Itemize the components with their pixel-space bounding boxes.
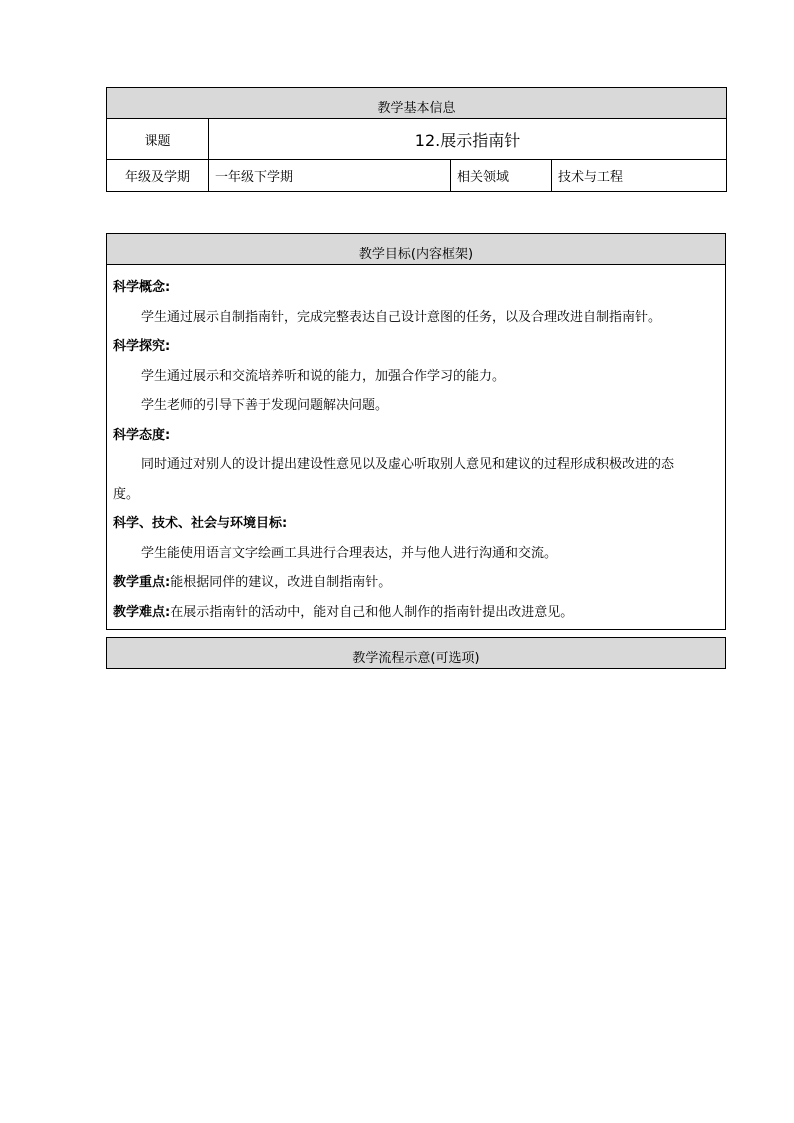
basic-info-table	[106, 87, 727, 192]
attitude-text: 同时通过对别人的设计提出建设性意见以及虚心听取别人意见和建议的过程形成积极改进的态	[141, 457, 675, 472]
key-point-label: 教学重点:	[113, 575, 171, 590]
key-point-text: 能根据同伴的建议，改进自制指南针。	[170, 575, 392, 590]
grade-value: 一年级下学期	[209, 160, 451, 192]
flow-table	[106, 637, 726, 669]
domain-label: 相关领域	[451, 160, 552, 192]
topic-value: 12.展示指南针	[209, 119, 727, 160]
concept-text: 学生通过展示自制指南针，完成完整表达自己设计意图的任务，以及合理改进自制指南针。	[141, 309, 662, 325]
stse-title: 科学、技术、社会与环境目标:	[113, 516, 288, 531]
concept-title: 科学概念:	[113, 280, 171, 295]
topic-label: 课题	[107, 119, 209, 160]
difficulty-label: 教学难点:	[113, 604, 171, 620]
attitude-text-cont: 度。	[113, 486, 140, 502]
objectives-content	[107, 265, 726, 630]
basic-info-header: 教学基本信息	[107, 88, 727, 119]
domain-value: 技术与工程	[552, 160, 727, 192]
difficulty-point	[113, 598, 719, 628]
key-point	[113, 568, 719, 598]
objectives-table	[106, 233, 726, 630]
objectives-header: 教学目标(内容框架)	[107, 234, 726, 265]
inquiry-text-1: 学生通过展示和交流培养听和说的能力，加强合作学习的能力。	[141, 368, 506, 384]
attitude-title: 科学态度:	[113, 427, 171, 443]
inquiry-text-2: 学生老师的引导下善于发现问题解决问题。	[141, 398, 389, 413]
flow-header: 教学流程示意(可选项)	[107, 638, 726, 669]
grade-label: 年级及学期	[107, 160, 209, 192]
difficulty-text: 在展示指南针的活动中，能对自己和他人制作的指南针提出改进意见。	[170, 604, 574, 620]
stse-text: 学生能使用语言文字绘画工具进行合理表达，并与他人进行沟通和交流。	[141, 545, 558, 561]
inquiry-title: 科学探究:	[113, 339, 171, 354]
